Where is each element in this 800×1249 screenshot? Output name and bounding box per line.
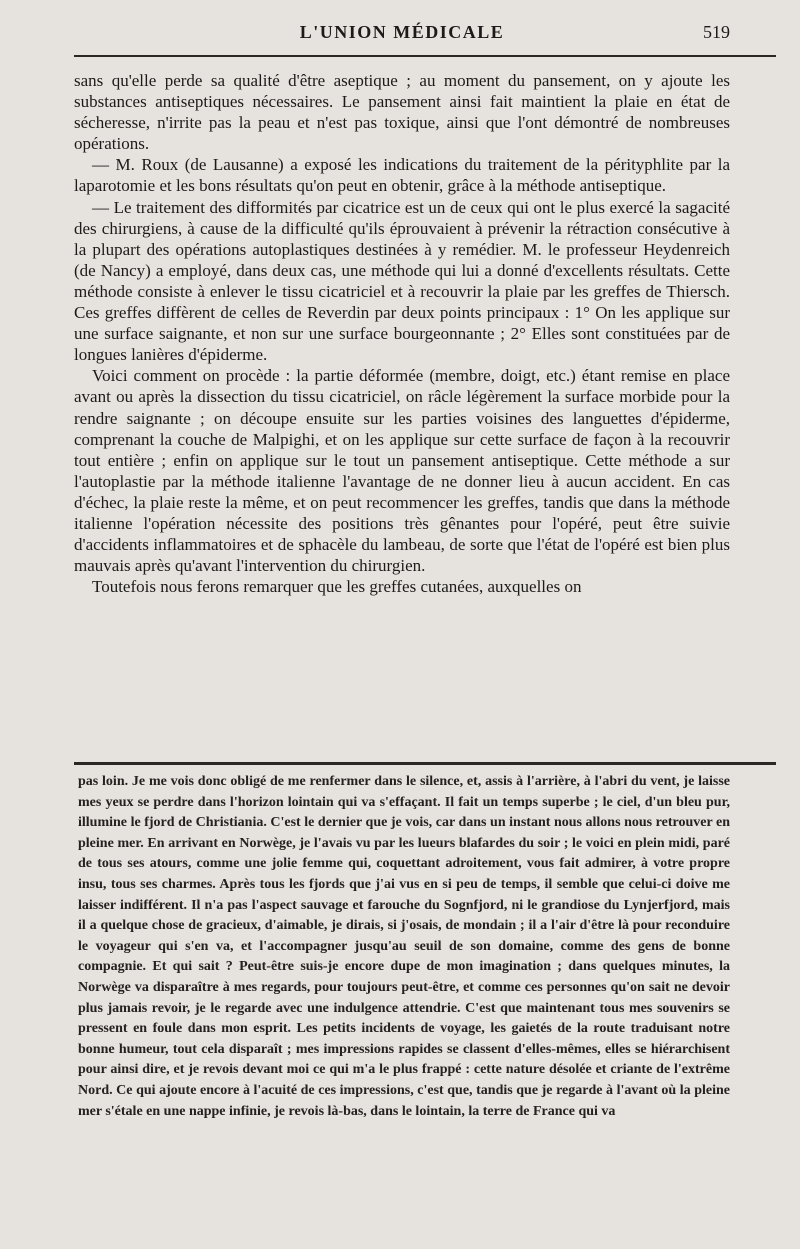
paragraph: Toutefois nous ferons remarquer que les greffes cutanées, auxquelles on bbox=[92, 577, 582, 597]
header-rule bbox=[74, 55, 776, 57]
paragraph: — M. Roux (de Lausanne) a exposé les indications du traitement de la pérityphlite par la laparotomie et les bons résultats qu'on peut en obtenir, grâce à la méthode antiseptique. bbox=[74, 155, 730, 196]
main-text bbox=[74, 70, 730, 597]
paragraph: — Le traitement des difformités par cicatrice est un de ceux qui ont le plus exercé la sagacité des chirurgiens, à cause de la difficulté qu'ils éprouvaient à prévenir la rétraction consécutive à la plupart des opérations autoplastiques destinées à y remédier. M. le professeur Heydenreich (de Nancy) a employé, dans deux cas, une méthode qui lui a donné d'excellents résultats. Cette méthode consiste à enlever le tissu cicatriciel et à recouvrir la plaie par les greffes de Thiersch. Ces greffes diffèrent de celles de Reverdin par deux points principaux : 1° On les applique sur une surface saignante, et non sur une surface bourgeonnante ; 2° Elles sont constituées par de longues lanières d'épiderme. bbox=[74, 197, 730, 365]
running-title: L'UNION MÉDICALE bbox=[299, 22, 505, 42]
page-number: 519 bbox=[703, 22, 730, 42]
paragraph: Voici comment on procède : la partie déformée (membre, doigt, etc.) étant remise en place avant ou après la dissection du tissu cicatriciel, on râcle légèrement la surface morbide pour la rendre saignante ; on découpe ensuite sur les parties voisines des languettes d'épiderme, comprenant la couche de Malpighi, et on les applique sur cette surface de façon à la recouvrir tout entière ; enfin on applique sur le tout un pansement antiseptique. Cette méthode a sur l'autoplastie par la méthode italienne l'avantage de ne donner lieu à aucun accident. En cas d'échec, la plaie reste la même, et on peut recommencer les greffes, tandis que dans la méthode italienne l'opération nécessite des positions très gênantes pour l'opéré, peut être suivie d'accidents inflammatoires et de sphacèle du lambeau, de sorte que l'état de l'opéré est bien plus mauvais après qu'avant l'intervention du chirurgien. bbox=[74, 366, 730, 576]
feuilleton-text bbox=[78, 772, 730, 1122]
paragraph: sans qu'elle perde sa qualité d'être aseptique ; au moment du pansement, on y ajoute les substances antiseptiques nécessaires. Le pansement ainsi fait maintient la plaie en état de sécheresse, n'irrite pas la peau et n'est pas toxique, ainsi que l'ont démontré de nombreuses opérations. bbox=[74, 71, 730, 154]
page-header bbox=[74, 22, 730, 50]
feuilleton-paragraph: pas loin. Je me vois donc obligé de me renfermer dans le silence, et, assis à l'arrière, à l'abri du vent, je laisse mes yeux se perdre dans l'horizon lointain qui va s'effaçant. Il fait un temps superbe ; le ciel, d'un bleu pur, illumine le fjord de Christiania. C'est le dernier que je vois, car dans un instant nous allons nous retrouver en pleine mer. En arrivant en Norwège, je l'avais vu par les lueurs blafardes du soir ; le voici en plein midi, paré de tous ses atours, comme une jolie femme qui, coquettant adroitement, vous fait admirer, à votre propre insu, tous ses charmes. Après tous les fjords que j'ai vus en si peu de temps, il semble que celui-ci doive me laisser indifférent. Il n'a pas l'aspect sauvage et farouche du Sognfjord, ni le grandiose du Lynjerfjord, mais il a quelque chose de gracieux, d'aimable, je dirais, si j'osais, de mondain ; il a l'air d'être là pour reconduire le voyageur qui s'en va, et l'accompagner jusqu'au seuil de son domaine, comme des gens de bonne compagnie. Et qui sait ? Peut-être suis-je encore dupe de mon imagination ; dans quelques minutes, la Norwège va disparaître à mes regards, pour toujours peut-être, et comme ces personnes qu'on sait ne devoir plus jamais revoir, je le regarde avec une indulgence attendrie. C'est que maintenant tous mes souvenirs se pressent en foule dans mon esprit. Les petits incidents de voyage, les gaietés de la route traduisant notre bonne humeur, tout cela disparaît ; mes impressions rapides se classent d'elles-mêmes, elles se hiérarchisent pour ainsi dire, et je revois devant moi ce qui m'a le plus frappé : cette nature désolée et criante de l'extrême Nord. Ce qui ajoute encore à l'acuité de ces impressions, c'est que, tandis que je regarde à l'avant où la pleine mer s'étale en une nappe infinie, je revois là-bas, dans le lointain, la terre de France qui va bbox=[78, 774, 730, 1119]
feuilleton-separator bbox=[74, 762, 776, 765]
